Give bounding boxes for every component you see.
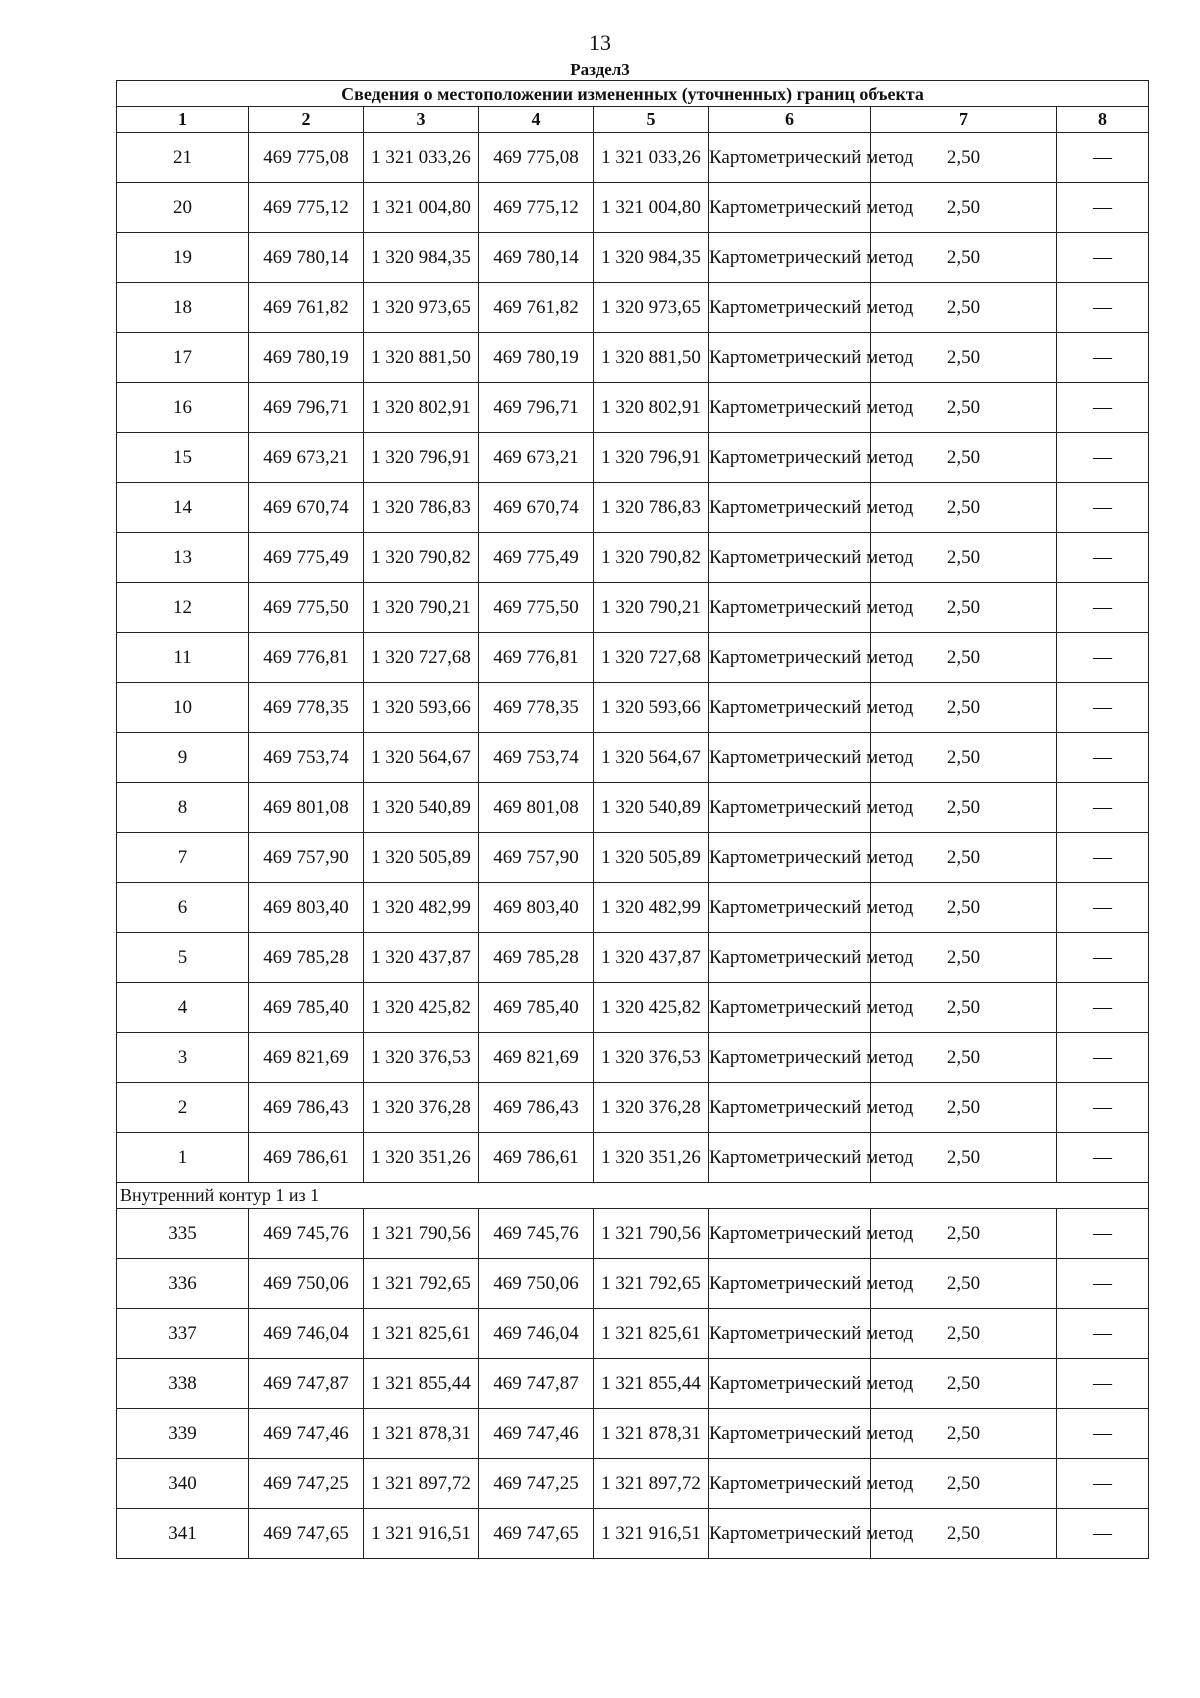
y-new-cell: 1 321 004,80 [594,183,709,233]
y-new-cell: 1 320 796,91 [594,433,709,483]
x-old-cell: 469 747,46 [249,1409,364,1459]
description-cell: — [1057,1409,1149,1459]
description-cell: — [1057,1133,1149,1183]
method-cell: Картометрический метод [709,333,871,383]
point-number-cell: 2 [117,1083,249,1133]
accuracy-cell: 2,50 [871,1259,1057,1309]
x-new-cell: 469 761,82 [479,283,594,333]
description-cell: — [1057,1209,1149,1259]
description-cell: — [1057,1259,1149,1309]
point-number-cell: 9 [117,733,249,783]
description-cell: — [1057,233,1149,283]
method-cell: Картометрический метод [709,533,871,583]
method-cell: Картометрический метод [709,833,871,883]
y-old-cell: 1 320 425,82 [364,983,479,1033]
description-cell: — [1057,883,1149,933]
y-old-cell: 1 321 878,31 [364,1409,479,1459]
method-cell: Картометрический метод [709,683,871,733]
description-cell: — [1057,483,1149,533]
description-cell: — [1057,183,1149,233]
description-cell: — [1057,133,1149,183]
table-row [117,133,1149,183]
point-number-cell: 340 [117,1459,249,1509]
column-header: 2 [249,107,364,133]
method-cell: Картометрический метод [709,1209,871,1259]
y-new-cell: 1 321 878,31 [594,1409,709,1459]
accuracy-cell: 2,50 [871,733,1057,783]
section-title: Раздел3 [570,60,630,79]
y-old-cell: 1 320 790,21 [364,583,479,633]
point-number-cell: 17 [117,333,249,383]
x-new-cell: 469 747,87 [479,1359,594,1409]
table-row [117,983,1149,1033]
table-row [117,533,1149,583]
y-new-cell: 1 320 984,35 [594,233,709,283]
contour-label: Внутренний контур 1 из 1 [117,1183,1149,1209]
table-row [117,883,1149,933]
description-cell: — [1057,1459,1149,1509]
accuracy-cell: 2,50 [871,983,1057,1033]
method-cell: Картометрический метод [709,1083,871,1133]
accuracy-cell: 2,50 [871,1083,1057,1133]
y-new-cell: 1 321 033,26 [594,133,709,183]
column-header-row [117,107,1149,133]
y-old-cell: 1 320 376,28 [364,1083,479,1133]
method-cell: Картометрический метод [709,733,871,783]
point-number-cell: 13 [117,533,249,583]
y-old-cell: 1 320 564,67 [364,733,479,783]
x-new-cell: 469 747,65 [479,1509,594,1559]
description-cell: — [1057,433,1149,483]
method-cell: Картометрический метод [709,133,871,183]
description-cell: — [1057,1033,1149,1083]
method-cell: Картометрический метод [709,283,871,333]
point-number-cell: 6 [117,883,249,933]
y-old-cell: 1 321 790,56 [364,1209,479,1259]
y-new-cell: 1 320 786,83 [594,483,709,533]
x-new-cell: 469 747,25 [479,1459,594,1509]
y-old-cell: 1 320 351,26 [364,1133,479,1183]
accuracy-cell: 2,50 [871,533,1057,583]
method-cell: Картометрический метод [709,1033,871,1083]
x-old-cell: 469 753,74 [249,733,364,783]
accuracy-cell: 2,50 [871,383,1057,433]
x-new-cell: 469 801,08 [479,783,594,833]
x-old-cell: 469 775,49 [249,533,364,583]
x-old-cell: 469 775,08 [249,133,364,183]
column-header: 8 [1057,107,1149,133]
page-number: 13 [589,30,611,55]
accuracy-cell: 2,50 [871,433,1057,483]
method-cell: Картометрический метод [709,433,871,483]
table-row [117,783,1149,833]
x-new-cell: 469 757,90 [479,833,594,883]
x-old-cell: 469 670,74 [249,483,364,533]
table-row [117,333,1149,383]
method-cell: Картометрический метод [709,1259,871,1309]
method-cell: Картометрический метод [709,1133,871,1183]
description-cell: — [1057,933,1149,983]
y-old-cell: 1 320 984,35 [364,233,479,283]
method-cell: Картометрический метод [709,383,871,433]
table-row [117,1509,1149,1559]
x-new-cell: 469 778,35 [479,683,594,733]
y-old-cell: 1 320 437,87 [364,933,479,983]
description-cell: — [1057,633,1149,683]
x-old-cell: 469 775,12 [249,183,364,233]
table-row [117,683,1149,733]
x-old-cell: 469 780,19 [249,333,364,383]
y-old-cell: 1 320 505,89 [364,833,479,883]
y-old-cell: 1 321 792,65 [364,1259,479,1309]
accuracy-cell: 2,50 [871,1209,1057,1259]
table-row [117,1359,1149,1409]
y-new-cell: 1 321 790,56 [594,1209,709,1259]
table-row [117,1209,1149,1259]
y-old-cell: 1 321 916,51 [364,1509,479,1559]
description-cell: — [1057,783,1149,833]
x-old-cell: 469 747,87 [249,1359,364,1409]
point-number-cell: 1 [117,1133,249,1183]
x-new-cell: 469 775,50 [479,583,594,633]
x-old-cell: 469 803,40 [249,883,364,933]
y-new-cell: 1 321 916,51 [594,1509,709,1559]
description-cell: — [1057,383,1149,433]
point-number-cell: 341 [117,1509,249,1559]
table-row [117,633,1149,683]
y-new-cell: 1 320 437,87 [594,933,709,983]
point-number-cell: 8 [117,783,249,833]
x-old-cell: 469 786,61 [249,1133,364,1183]
x-old-cell: 469 775,50 [249,583,364,633]
accuracy-cell: 2,50 [871,1033,1057,1083]
table-row [117,1409,1149,1459]
table-row [117,1083,1149,1133]
accuracy-cell: 2,50 [871,1359,1057,1409]
y-new-cell: 1 321 792,65 [594,1259,709,1309]
accuracy-cell: 2,50 [871,333,1057,383]
method-cell: Картометрический метод [709,483,871,533]
point-number-cell: 15 [117,433,249,483]
x-old-cell: 469 673,21 [249,433,364,483]
description-cell: — [1057,583,1149,633]
table-row [117,483,1149,533]
accuracy-cell: 2,50 [871,133,1057,183]
x-new-cell: 469 786,43 [479,1083,594,1133]
y-new-cell: 1 320 802,91 [594,383,709,433]
y-new-cell: 1 320 482,99 [594,883,709,933]
x-old-cell: 469 747,65 [249,1509,364,1559]
y-old-cell: 1 321 897,72 [364,1459,479,1509]
table-row [117,1459,1149,1509]
point-number-cell: 337 [117,1309,249,1359]
y-new-cell: 1 320 973,65 [594,283,709,333]
y-new-cell: 1 320 425,82 [594,983,709,1033]
x-new-cell: 469 786,61 [479,1133,594,1183]
x-new-cell: 469 785,40 [479,983,594,1033]
y-old-cell: 1 321 033,26 [364,133,479,183]
y-old-cell: 1 321 004,80 [364,183,479,233]
y-old-cell: 1 321 855,44 [364,1359,479,1409]
column-header: 1 [117,107,249,133]
table-row [117,733,1149,783]
method-cell: Картометрический метод [709,783,871,833]
x-new-cell: 469 776,81 [479,633,594,683]
x-old-cell: 469 785,28 [249,933,364,983]
accuracy-cell: 2,50 [871,183,1057,233]
point-number-cell: 20 [117,183,249,233]
method-cell: Картометрический метод [709,183,871,233]
x-old-cell: 469 745,76 [249,1209,364,1259]
table-body [117,133,1149,1559]
accuracy-cell: 2,50 [871,633,1057,683]
y-old-cell: 1 320 727,68 [364,633,479,683]
accuracy-cell: 2,50 [871,1409,1057,1459]
description-cell: — [1057,333,1149,383]
y-old-cell: 1 320 540,89 [364,783,479,833]
table-row [117,183,1149,233]
accuracy-cell: 2,50 [871,683,1057,733]
point-number-cell: 10 [117,683,249,733]
x-old-cell: 469 821,69 [249,1033,364,1083]
method-cell: Картометрический метод [709,1409,871,1459]
y-new-cell: 1 320 351,26 [594,1133,709,1183]
method-cell: Картометрический метод [709,1309,871,1359]
y-new-cell: 1 320 790,82 [594,533,709,583]
x-old-cell: 469 786,43 [249,1083,364,1133]
description-cell: — [1057,833,1149,883]
table-row [117,933,1149,983]
y-new-cell: 1 320 564,67 [594,733,709,783]
x-old-cell: 469 796,71 [249,383,364,433]
x-old-cell: 469 747,25 [249,1459,364,1509]
method-cell: Картометрический метод [709,933,871,983]
table-row [117,283,1149,333]
accuracy-cell: 2,50 [871,833,1057,883]
column-header: 5 [594,107,709,133]
description-cell: — [1057,533,1149,583]
x-new-cell: 469 780,14 [479,233,594,283]
point-number-cell: 4 [117,983,249,1033]
method-cell: Картометрический метод [709,1509,871,1559]
method-cell: Картометрический метод [709,883,871,933]
x-new-cell: 469 775,08 [479,133,594,183]
table-row [117,1033,1149,1083]
table-row [117,433,1149,483]
point-number-cell: 339 [117,1409,249,1459]
accuracy-cell: 2,50 [871,883,1057,933]
y-new-cell: 1 320 790,21 [594,583,709,633]
method-cell: Картометрический метод [709,233,871,283]
y-new-cell: 1 321 855,44 [594,1359,709,1409]
method-cell: Картометрический метод [709,1359,871,1409]
y-new-cell: 1 320 540,89 [594,783,709,833]
point-number-cell: 335 [117,1209,249,1259]
column-header: 4 [479,107,594,133]
x-new-cell: 469 775,49 [479,533,594,583]
description-cell: — [1057,283,1149,333]
accuracy-cell: 2,50 [871,583,1057,633]
column-header: 7 [871,107,1057,133]
x-new-cell: 469 803,40 [479,883,594,933]
y-old-cell: 1 320 973,65 [364,283,479,333]
table-row [117,583,1149,633]
x-old-cell: 469 776,81 [249,633,364,683]
x-new-cell: 469 670,74 [479,483,594,533]
x-old-cell: 469 801,08 [249,783,364,833]
method-cell: Картометрический метод [709,583,871,633]
accuracy-cell: 2,50 [871,283,1057,333]
y-old-cell: 1 320 796,91 [364,433,479,483]
x-new-cell: 469 753,74 [479,733,594,783]
y-old-cell: 1 320 786,83 [364,483,479,533]
boundary-coordinates-table [116,80,1149,1559]
point-number-cell: 18 [117,283,249,333]
y-new-cell: 1 320 376,28 [594,1083,709,1133]
y-old-cell: 1 321 825,61 [364,1309,479,1359]
contour-row [117,1183,1149,1209]
point-number-cell: 11 [117,633,249,683]
x-new-cell: 469 821,69 [479,1033,594,1083]
y-old-cell: 1 320 881,50 [364,333,479,383]
y-new-cell: 1 320 593,66 [594,683,709,733]
description-cell: — [1057,1509,1149,1559]
method-cell: Картометрический метод [709,633,871,683]
accuracy-cell: 2,50 [871,1309,1057,1359]
y-old-cell: 1 320 482,99 [364,883,479,933]
accuracy-cell: 2,50 [871,1459,1057,1509]
x-new-cell: 469 747,46 [479,1409,594,1459]
point-number-cell: 5 [117,933,249,983]
x-new-cell: 469 746,04 [479,1309,594,1359]
y-new-cell: 1 320 505,89 [594,833,709,883]
x-old-cell: 469 757,90 [249,833,364,883]
y-old-cell: 1 320 376,53 [364,1033,479,1083]
point-number-cell: 7 [117,833,249,883]
description-cell: — [1057,983,1149,1033]
y-new-cell: 1 320 376,53 [594,1033,709,1083]
method-cell: Картометрический метод [709,983,871,1033]
point-number-cell: 21 [117,133,249,183]
point-number-cell: 338 [117,1359,249,1409]
point-number-cell: 336 [117,1259,249,1309]
x-new-cell: 469 750,06 [479,1259,594,1309]
description-cell: — [1057,1083,1149,1133]
table-row [117,383,1149,433]
x-old-cell: 469 746,04 [249,1309,364,1359]
y-old-cell: 1 320 790,82 [364,533,479,583]
x-old-cell: 469 778,35 [249,683,364,733]
description-cell: — [1057,683,1149,733]
column-header: 3 [364,107,479,133]
accuracy-cell: 2,50 [871,1509,1057,1559]
x-old-cell: 469 750,06 [249,1259,364,1309]
accuracy-cell: 2,50 [871,233,1057,283]
table-row [117,1259,1149,1309]
table-row [117,833,1149,883]
y-new-cell: 1 321 825,61 [594,1309,709,1359]
point-number-cell: 19 [117,233,249,283]
description-cell: — [1057,1309,1149,1359]
accuracy-cell: 2,50 [871,783,1057,833]
x-new-cell: 469 745,76 [479,1209,594,1259]
description-cell: — [1057,733,1149,783]
method-cell: Картометрический метод [709,1459,871,1509]
y-new-cell: 1 321 897,72 [594,1459,709,1509]
accuracy-cell: 2,50 [871,1133,1057,1183]
table-row [117,1133,1149,1183]
x-old-cell: 469 785,40 [249,983,364,1033]
point-number-cell: 12 [117,583,249,633]
description-cell: — [1057,1359,1149,1409]
y-old-cell: 1 320 593,66 [364,683,479,733]
y-new-cell: 1 320 727,68 [594,633,709,683]
x-old-cell: 469 761,82 [249,283,364,333]
x-old-cell: 469 780,14 [249,233,364,283]
point-number-cell: 3 [117,1033,249,1083]
table-row [117,1309,1149,1359]
x-new-cell: 469 796,71 [479,383,594,433]
table-title: Сведения о местоположении измененных (уточненных) границ объекта [117,81,1149,107]
x-new-cell: 469 785,28 [479,933,594,983]
y-old-cell: 1 320 802,91 [364,383,479,433]
column-header: 6 [709,107,871,133]
x-new-cell: 469 775,12 [479,183,594,233]
point-number-cell: 16 [117,383,249,433]
y-new-cell: 1 320 881,50 [594,333,709,383]
point-number-cell: 14 [117,483,249,533]
x-new-cell: 469 673,21 [479,433,594,483]
table-row [117,233,1149,283]
accuracy-cell: 2,50 [871,933,1057,983]
x-new-cell: 469 780,19 [479,333,594,383]
accuracy-cell: 2,50 [871,483,1057,533]
